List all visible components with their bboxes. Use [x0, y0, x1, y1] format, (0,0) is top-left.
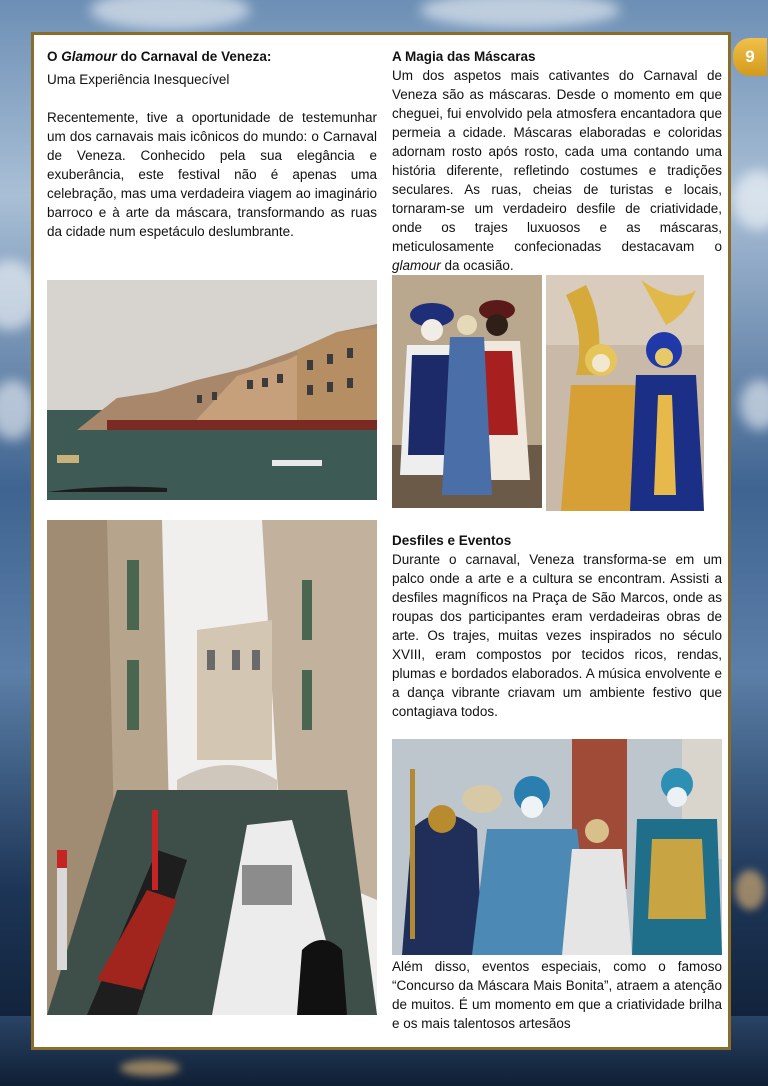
parades-section [392, 531, 722, 721]
masked-couple-illustration [392, 275, 542, 508]
intro-paragraph: Recentemente, tive a oportunidade de testemunhar um dos carnavais mais icônicos do mundo: o Carnaval de Veneza. Conhecido pela sua elegância e exuberância, este festival não é apenas uma celebração, mas uma verdadeira viagem ao imaginário barroco e à arte da máscara, transformando as ruas da cidade num espetáculo deslumbrante. [47, 110, 377, 239]
background-cloud [90, 0, 250, 30]
background-cloud [0, 380, 35, 440]
blue-masks-illustration [392, 739, 722, 955]
events-section [392, 957, 722, 1033]
left-column [47, 47, 377, 241]
golden-costume-illustration [546, 275, 704, 511]
golden-costume-photo [546, 275, 704, 511]
article-page [31, 32, 731, 1050]
background-light [120, 1060, 180, 1076]
title-prefix-o: O [47, 49, 62, 64]
grand-canal-illustration [47, 280, 377, 500]
masks-text: Um dos aspetos mais cativantes do Carnaval de Veneza são as máscaras. Desde o momento em que cheguei, fui envolvido pela atmosfera encantadora que permeia a cidade. Máscaras elaboradas e coloridas adornam rosto após rosto, cada uma contando uma história diferente, refletindo costumes e tradições seculares. As ruas, cheias de turistas e locais, tornaram-se um verdadeiro desfile de criatividade, onde os trajes luxuosos e as máscaras, meticulosamente confecionadas destacavam o [392, 68, 722, 254]
masks-text-end: da ocasião. [440, 258, 514, 273]
events-paragraph: Além disso, eventos especiais, como o famoso “Concurso da Máscara Mais Bonita”, atraem a atenção de muitos. É um momento em que a criatividade brilha e os mais talentosos artesãos [392, 959, 722, 1031]
masks-section [392, 47, 722, 275]
masks-heading: A Magia das Máscaras [392, 49, 536, 64]
article-title [47, 47, 377, 66]
article-subtitle: Uma Experiência Inesquecível [47, 72, 230, 87]
background-light [735, 870, 765, 910]
masks-text-emphasis: glamour [392, 258, 441, 273]
page-number-badge: 9 [733, 38, 767, 76]
parades-paragraph: Durante o carnaval, Veneza transforma-se em um palco onde a arte e a cultura se encontram. Assisti a desfiles magníficos na Praça de São Marcos, onde as roupas dos participantes eram verdadeiras obras de arte. Os trajes, muitas vezes inspirados no século XVIII, eram compostos por tecidos ricos, rendas, plumas e bordados elaborados. A música envolvente e a dança vibrante criavam um ambiente festivo que contagiava todos. [392, 552, 722, 719]
canal-gondolas-illustration [47, 520, 377, 1015]
background-cloud [740, 380, 768, 430]
blue-masks-photo [392, 739, 722, 955]
masks-paragraph [392, 66, 722, 275]
canal-gondolas-photo [47, 520, 377, 1015]
title-emphasis: Glamour [61, 49, 117, 64]
title-rest: do Carnaval de Veneza: [116, 49, 272, 64]
background-cloud [420, 0, 620, 28]
grand-canal-photo [47, 280, 377, 500]
masked-couple-photo [392, 275, 542, 508]
parades-heading: Desfiles e Eventos [392, 533, 512, 548]
background-cloud [733, 170, 768, 230]
